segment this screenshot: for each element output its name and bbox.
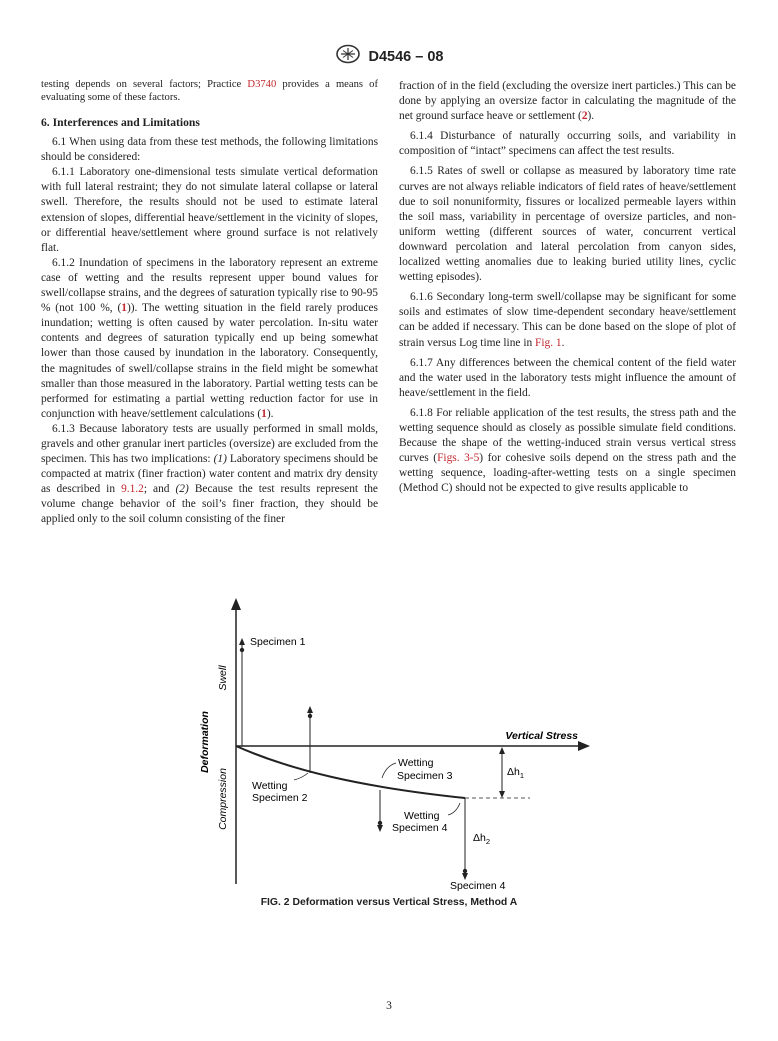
paragraph-6-1-2 <box>41 256 378 422</box>
p613-text-d: Because the test results represent the volume change behavior of the soil’s finer fraction, they should be applied only to the soil column consisting of the finer <box>41 483 378 526</box>
label-deformation: Deformation <box>199 711 211 773</box>
p616-text-b: . <box>561 336 565 349</box>
page-header <box>0 44 778 69</box>
specimen-1-dot <box>240 648 244 652</box>
link-fig-1[interactable]: Fig. 1 <box>535 336 562 349</box>
p613-text-c: ; and <box>143 483 176 496</box>
label-swell: Swell <box>217 665 229 691</box>
label-specimen-4: Specimen 4 <box>392 822 448 834</box>
label-vertical-stress: Vertical Stress <box>505 730 578 742</box>
link-d3740[interactable]: D3740 <box>247 79 277 90</box>
reference-1[interactable]: 1 <box>121 302 127 315</box>
specimen-3-dot <box>378 821 382 825</box>
cont-text-a: fraction of in the field (excluding the oversize inert particles.) This can be done by applying an oversize factor in calculating the magnitude of the net ground surface heave or settlement ( <box>399 80 736 123</box>
intro-paragraph <box>41 79 378 104</box>
wetting-leader-4 <box>448 803 460 815</box>
p618-text-a: 6.1.8 For reliable application of the test results, the stress path and the wetting sequence should as closely as possible simulate field conditions. Because the shape of the wetting-induced strain versus vertical stress curves ( <box>399 406 736 465</box>
label-specimen-3: Specimen 3 <box>397 770 453 782</box>
label-dh1: $\Delta h_1$ <box>507 766 525 780</box>
intro-text-a: testing depends on several factors; Practice <box>41 79 248 90</box>
section-heading: 6. Interferences and Limitations <box>41 116 200 129</box>
p613-text-a: 6.1.3 Because laboratory tests are usually performed in small molds, gravels and other granular inert particles (oversize) are excluded from the specimen. This has two implications: <box>41 422 378 466</box>
paragraph-6-1-4: 6.1.4 Disturbance of naturally occurring soils, and variability in composition of “intact” specimens can affect the test results. <box>399 130 736 158</box>
paragraph-6-1-3 <box>41 422 378 528</box>
label-specimen-4-bottom: Specimen 4 <box>450 880 506 892</box>
label-wetting-3: Wetting <box>398 757 434 769</box>
p613-text-b: Laboratory specimens should be compacted at matrix (finer fraction) water content and matrix dry density as described in <box>41 453 378 496</box>
wetting-leader-3 <box>382 763 396 778</box>
figure-2-diagram <box>180 592 600 892</box>
y-axis-arrow <box>231 598 241 610</box>
reference-1b[interactable]: 1 <box>261 407 267 420</box>
figure-2 <box>180 592 600 892</box>
p612-text-c: ). <box>266 407 274 420</box>
paragraph-6-1-6 <box>399 290 736 350</box>
continuation-paragraph <box>399 79 736 124</box>
wetting-leader-2 <box>294 773 308 780</box>
intro-text-b: provides a means of evaluating some of these factors. <box>41 79 378 103</box>
paragraph-6-1-8 <box>399 406 736 497</box>
label-wetting-2: Wetting <box>252 780 288 792</box>
link-figs-3-5[interactable]: Figs. 3-5 <box>437 452 480 465</box>
paragraph-6-1-1: 6.1.1 Laboratory one-dimensional tests simulate vertical deformation with full lateral restraint; they do not simulate lateral collapse or lateral swell. Therefore, the results should not be used to estimate lateral extension of slopes, differential heave/settlement in the vicinity of slopes, or differential heave/settlement where ground surface is not relatively flat. <box>41 166 378 254</box>
dh1-arrow-top <box>499 747 505 754</box>
astm-logo <box>335 44 361 69</box>
specimen-4-arrow <box>462 873 468 880</box>
specimen-4-dot <box>463 869 467 873</box>
standard-designation: D4546 – 08 <box>368 48 444 65</box>
p612-text-b: )). The wetting situation in the field rarely produces inundation; wetting is often caused by water percolation. In-situ water contents and degrees of saturation typically end up being somewhat lower than those caused by inundation in the laboratory. Consequently, the magnitudes of swell/collapse strains in the field might be somewhat smaller than those measured in the laboratory. Partial wetting tests can be performed for estimating a partial wetting reduction factor for use in conjunction with heave/settlement calculations ( <box>41 302 378 420</box>
x-axis-arrow <box>578 741 590 751</box>
specimen-2-arrow <box>307 706 313 713</box>
page-number: 3 <box>386 1000 392 1012</box>
specimen-3-arrow <box>377 825 383 832</box>
specimen-2-dot <box>308 714 312 718</box>
label-dh2: $\Delta h_2$ <box>473 832 491 846</box>
reference-2[interactable]: 2 <box>581 110 588 123</box>
cont-text-b: ). <box>587 110 595 123</box>
right-column <box>399 79 736 496</box>
label-specimen-2: Specimen 2 <box>252 792 308 804</box>
link-9-1-2[interactable]: 9.1.2 <box>121 483 144 496</box>
dh1-arrow-bottom <box>499 791 505 798</box>
p616-text-a: 6.1.6 Secondary long-term swell/collapse may be significant for some soils and estimates of slow time-dependent secondary heave/settlement can be added if necessary. This can be done based on the slope of plot of strain versus Log time line in <box>399 291 736 349</box>
paragraph-6-1-5: 6.1.5 Rates of swell or collapse as measured by laboratory time rate curves are not always reliable indicators of field rates of heave/settlement due to soil nonuniformity, fissures or localized permeable layers within the soil mass, variability in percentage of oversize particles, and non-uniform wetting (different sources of water, concurrent vertical downward percolation and lateral percolation from canyon sides, localized wetting anomalies due to leaking buried utility lines, cyclic wetting episodes). <box>399 165 736 284</box>
p612-text-a: 6.1.2 Inundation of specimens in the laboratory represent an extreme case of wetting and the results represent upper bound values for swell/collapse strains, and the degrees of saturation typically rise to 90-95 % (not 100 %, ( <box>41 256 378 315</box>
label-compression: Compression <box>217 768 229 830</box>
label-specimen-1: Specimen 1 <box>250 636 306 648</box>
figure-caption: FIG. 2 Deformation versus Vertical Stress, Method A <box>260 897 518 908</box>
specimen-1-arrow <box>239 638 245 645</box>
paragraph-6-1: 6.1 When using data from these test methods, the following limitations should be considered: <box>41 136 378 164</box>
paragraph-6-1-7: 6.1.7 Any differences between the chemical content of the field water and the water used in the laboratory tests might influence the amount of heave/settlement in the field. <box>399 356 736 399</box>
p613-italic-1: (1) <box>213 453 227 466</box>
label-wetting-4: Wetting <box>404 810 440 822</box>
left-column <box>41 79 378 528</box>
p613-italic-2: (2) <box>175 483 189 496</box>
p618-text-b: ) for cohesive soils depend on the stress path and the wetting sequence, loading-after-wetting tests on a single specimen (Method C) should not be expected to give results applicable to <box>399 452 736 495</box>
